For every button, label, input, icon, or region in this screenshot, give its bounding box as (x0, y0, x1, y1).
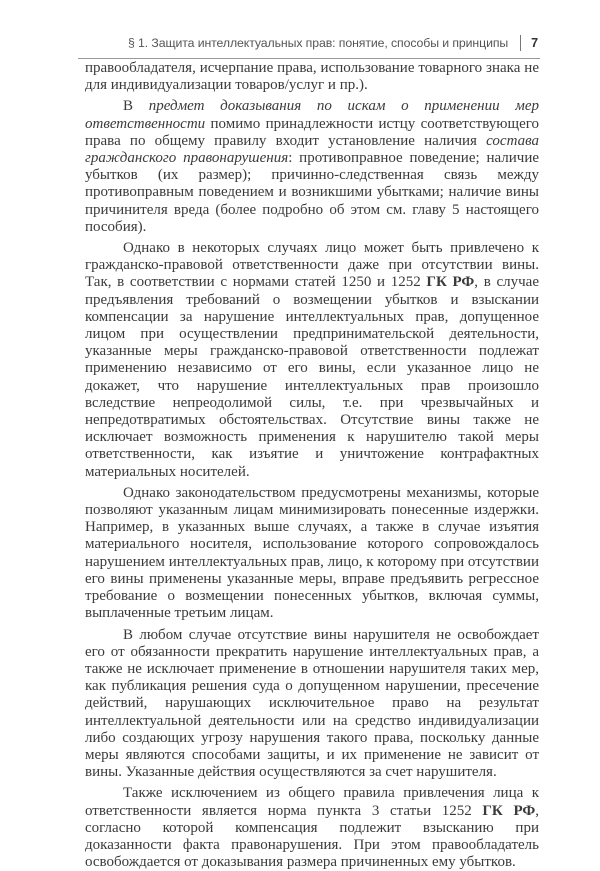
civil-code-ref: ГК РФ (482, 802, 536, 819)
header-separator (520, 35, 521, 51)
body-text (85, 60, 539, 871)
paragraph-1: правообладателя, исчерпание права, использование товарного знака не для индивидуализации товаров/услуг и пр.). (85, 60, 539, 94)
paragraph-6: Также исключением из общего правила привлечения лица к ответственности является норма пункта 3 статьи 1252 ГК РФ, согласно которой компенсация подлежит взысканию при доказанности факта правонарушения. При этом правообладатель освобождается от доказывания размера причиненных ему убытков. (85, 785, 539, 871)
page-number: 7 (531, 36, 538, 50)
civil-code-ref: ГК РФ (426, 274, 475, 291)
header-rule (78, 58, 540, 59)
paragraph-4: Однако законодательством предусмотрены механизмы, которые позволяют указанным лицам минимизировать понесенные издержки. Например, в указанных выше случаях, а также в случае изъятия материального носителя, использование которого сопровождалось нарушением интеллектуальных прав, лицо, к которому при отсутствии его вины применены указанные меры, вправе предъявить регрессное требование о возмещении понесенных убытков, включая суммы, выплаченные третьим лицам. (85, 484, 539, 622)
paragraph-3: Однако в некоторых случаях лицо может быть привлечено к гражданско-правовой ответственности даже при отсутствии вины. Так, в соответствии с нормами статей 1250 и 1252 ГК РФ, в случае предъявления требований о возмещении убытков и взыскании компенсации за нарушение интеллектуальных прав, допущенное лицом при осуществлении предпринимательской деятельности, указанные меры гражданско-правовой ответственности подлежат применению независимо от его вины, если указанное лицо не докажет, что нарушение интеллектуальных прав произошло вследствие непреодолимой силы, т.е. при чрезвычайных и непредотвратимых обстоятельствах. Отсутствие вины также не исключает возможность применения к нарушителю такой меры ответственности, как изъятие и уничтожение контрафактных материальных носителей. (85, 240, 539, 480)
emphasis-subject-of-proof: предмет доказывания по искам о применении мер ответственности (85, 98, 539, 132)
paragraph-5: В любом случае отсутствие вины нарушителя не освобождает его от обязанности прекратить нарушение интеллектуальных прав, а также не исключает применение в отношении нарушителя таких мер, как публикация решения суда о допущенном нарушении, пресечение действий, нарушающих исключительное право на результат интеллектуальной деятельности или на средство индивидуализации либо создающих угрозу нарушения такого права, поскольку данные меры являются способами защиты, и их применение не зависит от вины. Указанные действия осуществляются за счет нарушителя. (85, 626, 539, 781)
paragraph-2: В предмет доказывания по искам о применении мер ответственности помимо принадлежности истцу соответствующего права по общему правилу входит установление наличия состава гражданского правонарушения: противоправное поведение; наличие убытков (их размер); причинно-следственная связь между противоправным поведением и возникшими убытками; наличие вины причинителя вреда (более подробно об этом см. главу 5 настоящего пособия). (85, 98, 539, 235)
emphasis-offense-elements: состава гражданского правонарушения (85, 132, 539, 167)
section-title: § 1. Защита интеллектуальных прав: понятие, способы и принципы (127, 36, 509, 50)
running-header (78, 30, 538, 56)
